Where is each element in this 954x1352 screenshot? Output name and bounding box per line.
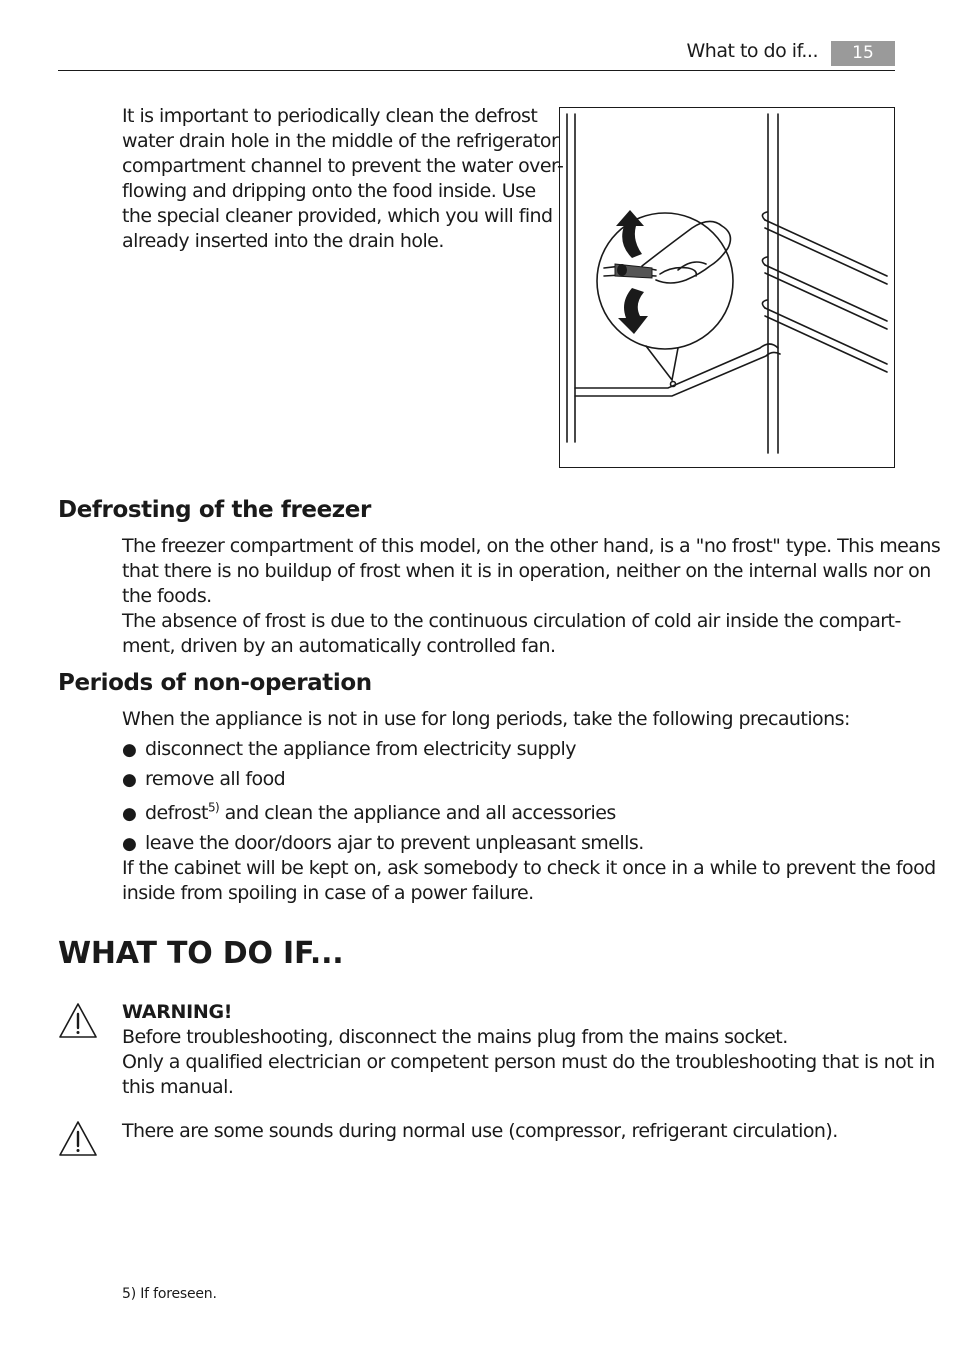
non-operation-outro — [122, 856, 936, 906]
text-line: Only a qualified electrician or competent person must do the troubleshooting that is not in — [122, 1051, 935, 1073]
list-item — [122, 737, 576, 763]
text-line: If the cabinet will be kept on, ask somebody to check it once in a while to prevent the food — [122, 857, 936, 879]
warning-triangle-icon — [58, 1002, 98, 1043]
list-item-text: defrost — [145, 802, 208, 824]
caution-triangle-icon — [58, 1120, 98, 1161]
text-line: The absence of frost is due to the continuous circulation of cold air inside the compart- — [122, 610, 901, 632]
running-header: What to do if... — [686, 40, 818, 62]
text-line: It is important to periodically clean the defrost — [122, 105, 538, 127]
warning-block — [122, 1000, 935, 1100]
header-rule — [58, 70, 895, 71]
bullet-icon: ● — [122, 770, 137, 790]
list-item — [122, 767, 285, 793]
text-line: compartment channel to prevent the water over- — [122, 155, 564, 177]
section-heading-non-operation: Periods of non-operation — [58, 670, 372, 696]
list-item-text: and clean the appliance and all accessories — [219, 802, 616, 824]
drain-cleaning-drawing — [560, 108, 894, 467]
text-line: already inserted into the drain hole. — [122, 230, 444, 252]
defrosting-paragraph — [122, 534, 940, 659]
footnote-reference: 5) — [207, 800, 220, 815]
text-line: this manual. — [122, 1076, 234, 1098]
list-item-text: leave the door/doors ajar to prevent unpleasant smells. — [145, 832, 644, 854]
text-line: the foods. — [122, 585, 212, 607]
intro-paragraph — [122, 104, 563, 254]
text-line: the special cleaner provided, which you will find — [122, 205, 553, 227]
sounds-note: There are some sounds during normal use (compressor, refrigerant circulation). — [122, 1120, 838, 1142]
text-line: The freezer compartment of this model, on the other hand, is a "no frost" type. This means — [122, 535, 941, 557]
page-number: 15 — [831, 41, 895, 66]
bullet-icon: ● — [122, 804, 137, 824]
list-item — [122, 801, 616, 827]
text-line: ment, driven by an automatically controlled fan. — [122, 635, 556, 657]
bullet-icon: ● — [122, 740, 137, 760]
text-line: Before troubleshooting, disconnect the mains plug from the mains socket. — [122, 1026, 788, 1048]
non-operation-intro: When the appliance is not in use for long periods, take the following precautions: — [122, 708, 850, 730]
warning-label: WARNING! — [122, 1001, 233, 1023]
text-line: that there is no buildup of frost when it is in operation, neither on the internal walls nor on — [122, 560, 931, 582]
footnote: 5) If foreseen. — [122, 1286, 217, 1302]
text-line: water drain hole in the middle of the refrigerator — [122, 130, 559, 152]
drain-hole-illustration — [559, 107, 895, 468]
text-line: inside from spoiling in case of a power failure. — [122, 882, 534, 904]
section-heading-defrosting: Defrosting of the freezer — [58, 497, 371, 523]
list-item-text: disconnect the appliance from electricity supply — [145, 738, 576, 760]
chapter-title: WHAT TO DO IF... — [58, 936, 344, 971]
list-item-text: remove all food — [145, 768, 286, 790]
text-line: flowing and dripping onto the food inside. Use — [122, 180, 536, 202]
list-item — [122, 831, 644, 857]
bullet-icon: ● — [122, 834, 137, 854]
